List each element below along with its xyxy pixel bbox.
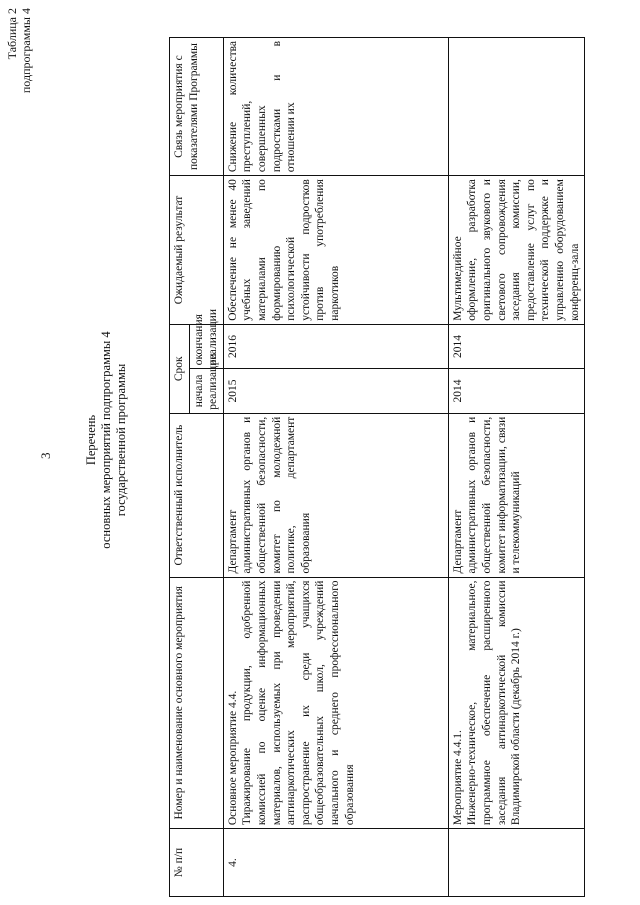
row-start: 2015 xyxy=(223,369,448,413)
page-number: 3 xyxy=(38,452,53,459)
row-executor: Департамент административных органов и общественной безопасности, комитет по молодежной политике, департамент образования xyxy=(223,413,448,577)
heading-line2: основных мероприятий подпрограммы 4 xyxy=(99,331,113,549)
col-header-name: Номер и наименование основного мероприятия xyxy=(170,577,224,829)
row-result: Мультимедийное оформление, разработка оригинального звукового и светового сопровождения заседания комиссии, предоставление услуг по технической поддержке и управлению оборудованием конференц-зала xyxy=(448,176,584,325)
row-link: Снижение количества преступлений, совершенных подростками и в отношении их xyxy=(223,38,448,176)
row-name xyxy=(223,577,448,829)
row-start: 2014 xyxy=(448,369,584,413)
row-link xyxy=(448,38,584,176)
row-text: Тиражирование продукции, одобренной комиссией по оценке информационных материалов, используемых при проведении антинаркотических мероприятий, распространение их среди учащихся общеобразовательных школ, учреждений начального и среднего профессионального образования xyxy=(241,580,356,826)
table-row xyxy=(448,38,584,897)
row-text: Инженерно-техническое, материальное, программное обеспечение расширенного заседания антинаркотической комиссии Владимирской области (декабрь 2014 г.) xyxy=(466,580,523,826)
col-header-link: Связь мероприятия с показателями Программы xyxy=(170,38,224,176)
row-end: 2014 xyxy=(448,324,584,368)
row-title: Мероприятие 4.4.1. xyxy=(451,730,464,826)
row-result: Обеспечение не менее 40 учебных заведений материалами по формированию психологической устойчивости подростков против употребления наркотиков xyxy=(223,176,448,325)
table-row xyxy=(223,38,448,897)
col-header-end: окончания реализации xyxy=(189,324,223,368)
row-executor: Департамент административных органов и общественной безопасности, комитет информатизации, связи и телекоммуникаций xyxy=(448,413,584,577)
heading-line1: Перечень xyxy=(84,414,98,466)
col-header-executor: Ответственный исполнитель xyxy=(170,413,224,577)
col-header-start: начала реализации xyxy=(189,369,223,413)
heading-line3: государственной программы xyxy=(114,363,128,517)
table-caption-line1: Таблица 2 xyxy=(5,8,19,60)
row-name xyxy=(448,577,584,829)
row-title: Основное мероприятие 4.4. xyxy=(226,690,239,826)
row-num: 4. xyxy=(223,829,448,897)
col-header-term: Срок xyxy=(170,324,190,413)
header-row xyxy=(170,38,190,897)
col-header-num: № п/п xyxy=(170,829,224,897)
document-heading xyxy=(84,275,129,605)
table-caption xyxy=(6,8,34,93)
measures-table xyxy=(169,37,585,897)
row-end: 2016 xyxy=(223,324,448,368)
col-header-result: Ожидаемый результат xyxy=(170,176,224,325)
table-caption-line2: подпрограммы 4 xyxy=(18,8,33,94)
row-num xyxy=(448,829,584,897)
